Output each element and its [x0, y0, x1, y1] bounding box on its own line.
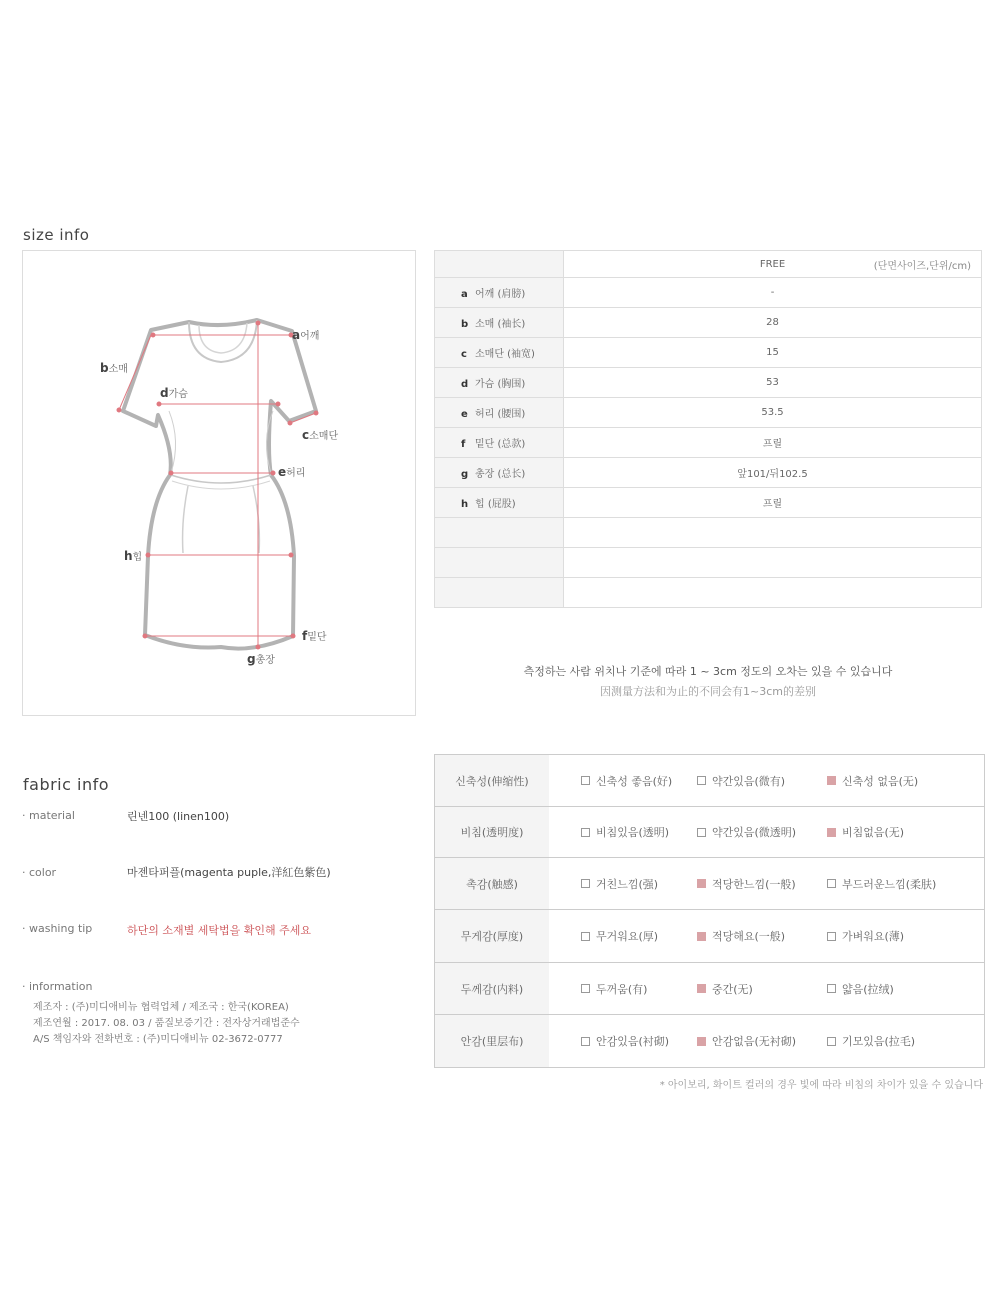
fabric-option-label: 가벼워요(薄)	[842, 930, 905, 943]
checked-box-icon	[827, 828, 836, 837]
fabric-option-label: 부드러운느낌(柔肤)	[842, 877, 937, 891]
fabric-option	[827, 910, 904, 962]
label-a-shoulder: a어깨	[292, 328, 320, 342]
table-row: d 가슴 (胸围) 53	[435, 368, 982, 398]
fabric-option	[697, 755, 785, 806]
fabric-option-label: 적당해요(一般)	[712, 930, 786, 943]
checked-box-icon	[697, 1037, 706, 1046]
fabric-option-label: 비침없음(无)	[842, 826, 905, 839]
fabric-row	[435, 1015, 984, 1067]
information-line: 제조연월 : 2017. 08. 03 / 품질보증기간 : 전자상거래법준수	[33, 1018, 300, 1029]
fabric-option	[697, 910, 785, 962]
fabric-option-label: 두꺼움(有)	[596, 982, 648, 996]
fabric-category: 무게감(厚度)	[435, 910, 549, 962]
material-label: · material	[22, 809, 75, 822]
unchecked-box-icon	[581, 776, 590, 785]
washing-value: 하단의 소재별 세탁법을 확인해 주세요	[127, 924, 312, 937]
fabric-option	[827, 963, 894, 1014]
fabric-option	[581, 858, 658, 909]
label-e-waist: e허리	[278, 465, 306, 479]
fabric-category: 촉감(触感)	[435, 858, 549, 909]
size-table-header	[435, 251, 982, 278]
size-info-title: size info	[23, 226, 90, 244]
label-d-chest: d가슴	[160, 386, 188, 400]
fabric-row	[435, 755, 984, 807]
size-diagram	[22, 250, 416, 716]
fabric-row	[435, 858, 984, 910]
fabric-option-label: 거친느낌(强)	[596, 877, 659, 891]
material-value: 린넨100 (linen100)	[127, 810, 230, 823]
label-f-hem: f밑단	[302, 629, 327, 643]
table-row: c 소매단 (袖宽) 15	[435, 338, 982, 368]
fabric-row	[435, 910, 984, 963]
fabric-option-label: 안감있음(衬砌)	[596, 1035, 670, 1048]
dress-illustration	[23, 251, 415, 715]
fabric-option	[581, 910, 658, 962]
fabric-option	[697, 1015, 796, 1067]
label-b-sleeve: b소매	[100, 361, 128, 375]
unchecked-box-icon	[581, 1037, 590, 1046]
information-label: · information	[22, 980, 93, 993]
fabric-table	[434, 754, 985, 1068]
table-row: a 어깨 (肩膀) -	[435, 278, 982, 308]
fabric-option-label: 약간있음(微有)	[712, 774, 786, 788]
size-free-label: FREE	[759, 258, 786, 270]
fabric-option	[697, 807, 796, 857]
fabric-option-label: 적당한느낌(一般)	[712, 877, 796, 891]
table-row: b 소매 (袖长) 28	[435, 308, 982, 338]
fabric-option	[581, 963, 647, 1014]
measure-note-cn: 因测量方法和为止的不同会有1~3cm的差别	[600, 685, 816, 698]
table-row: h 힙 (屁股) 프릴	[435, 488, 982, 518]
table-row-empty	[435, 548, 982, 578]
fabric-row	[435, 963, 984, 1015]
fabric-option	[697, 963, 753, 1014]
fabric-option	[581, 807, 669, 857]
table-row-empty	[435, 578, 982, 608]
header-blank-cell	[435, 251, 564, 278]
measure-note-ko: 측정하는 사람 위치나 기준에 따라 1 ~ 3cm 정도의 오차는 있을 수 있습니다	[523, 665, 893, 678]
information-line: A/S 책임자와 전화번호 : (주)미디애비뉴 02-3672-0777	[33, 1034, 283, 1045]
fabric-option-label: 안감없음(无衬砌)	[712, 1035, 797, 1048]
fabric-option-label: 약간있음(微透明)	[712, 826, 797, 839]
fabric-option	[581, 1015, 669, 1067]
fabric-option-label: 비침있음(透明)	[596, 826, 670, 839]
fabric-category: 안감(里层布)	[435, 1015, 549, 1067]
unchecked-box-icon	[697, 776, 706, 785]
fabric-option	[697, 858, 796, 909]
fabric-option-label: 신축성 좋음(好)	[596, 774, 673, 788]
color-label: · color	[22, 866, 57, 879]
unit-note: (단면사이즈,단위/cm)	[873, 261, 971, 272]
unchecked-box-icon	[827, 984, 836, 993]
color-value: 마젠타퍼플(magenta puple,洋紅色紫色)	[127, 866, 331, 879]
fabric-option	[581, 755, 672, 806]
fabric-option	[827, 1015, 915, 1067]
fabric-option-label: 신축성 없음(无)	[842, 774, 919, 788]
table-row: f 밑단 (总款) 프릴	[435, 428, 982, 458]
fabric-category: 신축성(伸缩性)	[435, 755, 549, 806]
checked-box-icon	[697, 932, 706, 941]
checked-box-icon	[827, 776, 836, 785]
unchecked-box-icon	[697, 828, 706, 837]
table-row: g 총장 (总长) 앞101/뒤102.5	[435, 458, 982, 488]
unchecked-box-icon	[581, 828, 590, 837]
fabric-option-label: 무거워요(厚)	[596, 930, 659, 943]
unchecked-box-icon	[827, 932, 836, 941]
table-row: e 허리 (腰围) 53.5	[435, 398, 982, 428]
fabric-option-label: 얇음(拉绒)	[842, 982, 894, 996]
checked-box-icon	[697, 984, 706, 993]
fabric-option	[827, 755, 918, 806]
checked-box-icon	[697, 879, 706, 888]
label-c-cuff: c소매단	[302, 428, 339, 442]
fabric-option-label: 기모있음(拉毛)	[842, 1035, 916, 1048]
fabric-info-title: fabric info	[23, 775, 110, 794]
unchecked-box-icon	[581, 984, 590, 993]
washing-label: · washing tip	[22, 922, 93, 935]
unchecked-box-icon	[581, 879, 590, 888]
label-g-length: g총장	[247, 652, 275, 666]
fabric-category: 비침(透明度)	[435, 807, 549, 857]
information-line: 제조자 : (주)미디애비뉴 협력업체 / 제조국 : 한국(KOREA)	[33, 1002, 289, 1013]
fabric-option-label: 중간(无)	[712, 982, 753, 996]
label-h-hip: h힙	[124, 549, 143, 563]
unchecked-box-icon	[827, 1037, 836, 1046]
fabric-option	[827, 807, 904, 857]
fabric-option	[827, 858, 936, 909]
fabric-category: 두께감(内料)	[435, 963, 549, 1014]
information-block	[33, 1000, 300, 1048]
size-table	[434, 250, 982, 608]
table-row-empty	[435, 518, 982, 548]
fabric-row	[435, 807, 984, 858]
unchecked-box-icon	[827, 879, 836, 888]
unchecked-box-icon	[581, 932, 590, 941]
size-header-cell	[564, 251, 982, 278]
bottom-note: * 아이보리, 화이트 컬러의 경우 빛에 따라 비침의 차이가 있을 수 있습니다	[659, 1080, 983, 1091]
